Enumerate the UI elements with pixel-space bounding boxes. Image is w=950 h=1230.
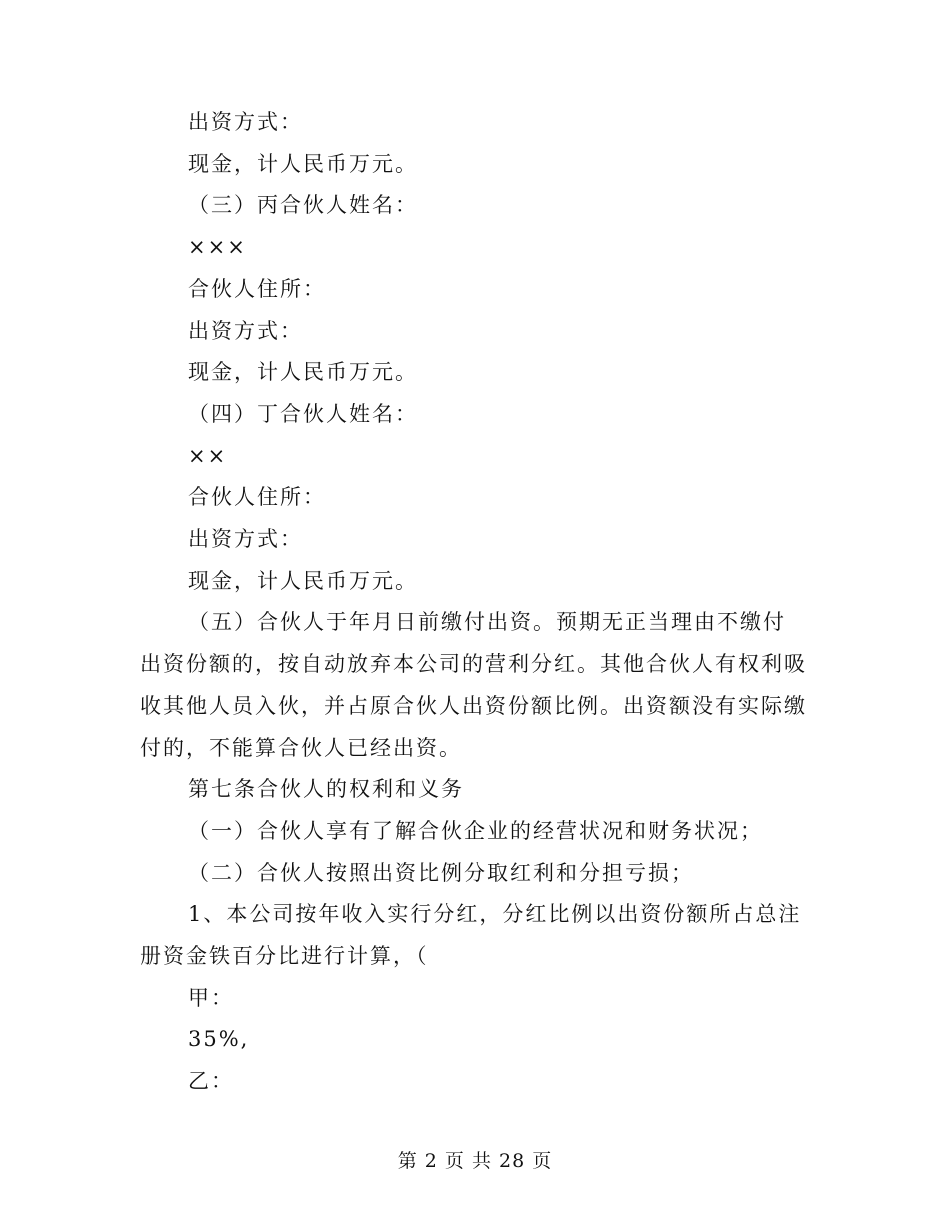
paragraph: 1、本公司按年收入实行分红，分红比例以出资份额所占总注册资金铁百分比进行计算，（ <box>140 902 802 969</box>
paragraph: ×× <box>188 443 228 468</box>
document-body <box>140 102 808 1103</box>
paragraph: （三）丙合伙人姓名： <box>188 193 418 218</box>
paragraph: （四）丁合伙人姓名： <box>188 401 418 426</box>
paragraph: 现金，计人民币万元。 <box>188 151 418 176</box>
paragraph: （二）合伙人按照出资比例分取红利和分担亏损； <box>188 860 694 885</box>
paragraph: ××× <box>188 235 247 260</box>
paragraph: 出资方式： <box>188 318 303 343</box>
paragraph: 合伙人住所： <box>188 276 326 301</box>
page-number-footer: 第 2 页 共 28 页 <box>397 1150 553 1172</box>
paragraph: 35%, <box>188 1027 250 1052</box>
paragraph: （五）合伙人于年月日前缴付出资。预期无正当理由不缴付出资份额的，按自动放弃本公司的营利分红。其他合伙人有权利吸收其他人员入伙，并占原合伙人出资份额比例。出资额没有实际缴付的，不能算合伙人已经出资。 <box>140 610 807 760</box>
section-heading: 第七条合伙人的权利和义务 <box>188 777 464 802</box>
paragraph: 甲： <box>188 985 234 1010</box>
paragraph: 乙： <box>188 1069 234 1094</box>
paragraph: 现金，计人民币万元。 <box>188 568 418 593</box>
paragraph: （一）合伙人享有了解合伙企业的经营状况和财务状况； <box>188 818 763 843</box>
paragraph: 合伙人住所： <box>188 485 326 510</box>
paragraph: 现金，计人民币万元。 <box>188 360 418 385</box>
paragraph: 出资方式： <box>188 110 303 134</box>
paragraph: 出资方式： <box>188 527 303 552</box>
